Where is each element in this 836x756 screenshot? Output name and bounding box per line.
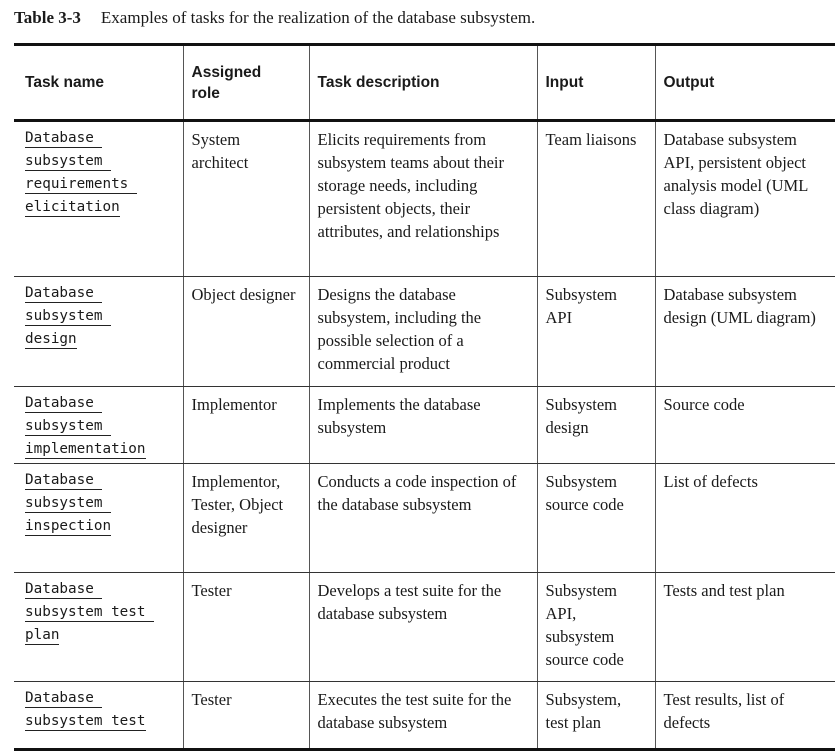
input-cell: Subsystem API, subsystem source code <box>537 573 655 682</box>
task-name-line: requirements <box>25 176 137 192</box>
header-row <box>14 45 835 121</box>
task-name-line: Database <box>25 472 103 488</box>
task-name-cell <box>14 573 183 682</box>
task-name-line: Database <box>25 690 103 706</box>
assigned-role-cell: Implementor <box>183 387 309 464</box>
table-number: Table 3-3 <box>14 8 81 27</box>
assigned-role-cell: System architect <box>183 121 309 277</box>
task-name-line: Database <box>25 395 103 411</box>
header-output: Output <box>655 45 835 121</box>
table-caption <box>14 8 535 28</box>
task-name-line: subsystem <box>25 418 112 434</box>
task-name-line: inspection <box>25 518 112 534</box>
task-name-cell <box>14 464 183 573</box>
output-cell: Source code <box>655 387 835 464</box>
task-name-line: Database <box>25 581 103 597</box>
assigned-role-cell: Implementor, Tester, Object designer <box>183 464 309 573</box>
output-cell: Tests and test plan <box>655 573 835 682</box>
input-cell: Team liaisons <box>537 121 655 277</box>
task-name-line: subsystem test <box>25 604 155 620</box>
task-name-cell <box>14 682 183 750</box>
task-name-line: elicitation <box>25 199 120 215</box>
input-cell: Subsystem API <box>537 277 655 387</box>
output-cell: Database subsystem design (UML diagram) <box>655 277 835 387</box>
table-row <box>14 387 835 464</box>
output-cell: Test results, list of defects <box>655 682 835 750</box>
task-name-line: Database <box>25 130 103 146</box>
assigned-role-cell: Tester <box>183 573 309 682</box>
task-description-cell: Develops a test suite for the database subsystem <box>309 573 537 682</box>
table-row <box>14 682 835 750</box>
table-row <box>14 277 835 387</box>
header-assigned-role: Assigned role <box>183 45 309 121</box>
task-name-line: plan <box>25 627 60 643</box>
input-cell: Subsystem, test plan <box>537 682 655 750</box>
task-description-cell: Conducts a code inspection of the database subsystem <box>309 464 537 573</box>
tasks-table <box>14 43 835 751</box>
task-description-cell: Executes the test suite for the database subsystem <box>309 682 537 750</box>
input-cell: Subsystem design <box>537 387 655 464</box>
task-name-line: subsystem test <box>25 713 146 729</box>
assigned-role-cell: Tester <box>183 682 309 750</box>
table-title: Examples of tasks for the realization of the database subsystem. <box>100 8 536 27</box>
task-name-line: subsystem <box>25 153 112 169</box>
header-task-name: Task name <box>14 45 183 121</box>
task-description-cell: Implements the database subsystem <box>309 387 537 464</box>
task-name-line: subsystem <box>25 495 112 511</box>
header-task-description: Task description <box>309 45 537 121</box>
output-cell: List of defects <box>655 464 835 573</box>
header-input: Input <box>537 45 655 121</box>
task-name-line: subsystem <box>25 308 112 324</box>
task-name-cell <box>14 121 183 277</box>
table-row <box>14 121 835 277</box>
task-name-line: design <box>25 331 77 347</box>
output-cell: Database subsystem API, persistent object analysis model (UML class diagram) <box>655 121 835 277</box>
table-row <box>14 573 835 682</box>
table-row <box>14 464 835 573</box>
task-description-cell: Designs the database subsystem, including the possible selection of a commercial product <box>309 277 537 387</box>
task-name-line: Database <box>25 285 103 301</box>
task-name-cell <box>14 277 183 387</box>
task-name-cell <box>14 387 183 464</box>
input-cell: Subsystem source code <box>537 464 655 573</box>
task-description-cell: Elicits requirements from subsystem teams about their storage needs, including persistent objects, their attributes, and relationships <box>309 121 537 277</box>
task-name-line: implementation <box>25 441 146 457</box>
assigned-role-cell: Object designer <box>183 277 309 387</box>
